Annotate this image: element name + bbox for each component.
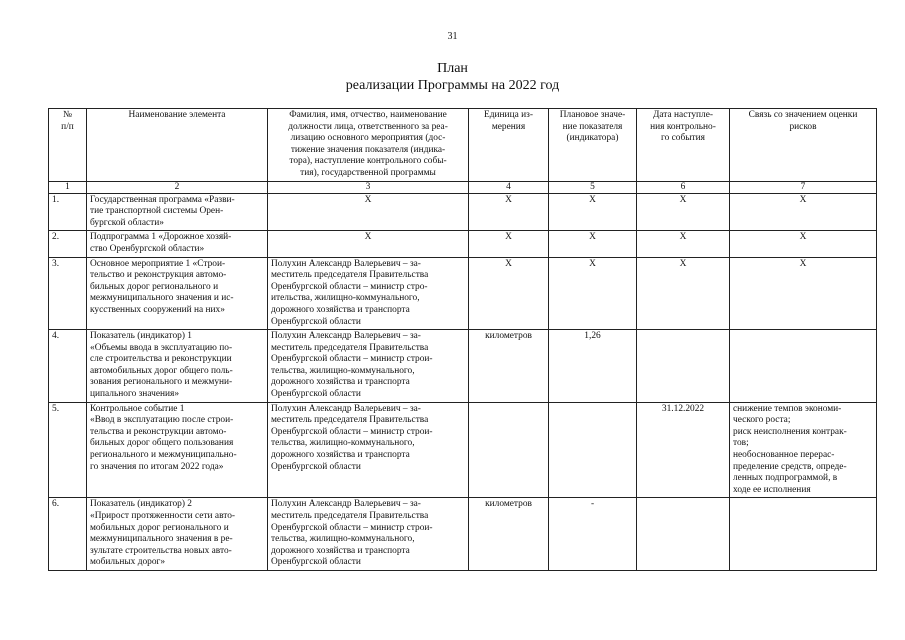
- unit: X: [469, 193, 549, 231]
- responsible-person: Полухин Александр Валерьевич – за- меститель председателя Правительства Оренбургской области – министр строи- тельства, жилищно-коммунального, дорожного хозяйства и транспорта Оренбургской области: [268, 498, 469, 571]
- responsible-person: Полухин Александр Валерьевич – за- меститель председателя Правительства Оренбургской области – министр строи- тельства, жилищно-коммунального, дорожного хозяйства и транспорта Оренбургской области: [268, 330, 469, 403]
- planned-value: -: [549, 498, 637, 571]
- unit: километров: [469, 498, 549, 571]
- row-number: 1.: [49, 193, 87, 231]
- element-name: Основное мероприятие 1 «Строи- тельство и реконструкция автомо- бильных дорог регионального и межмуниципального значения и ис- кусственных сооружений на них»: [87, 257, 268, 330]
- header-row: [49, 109, 877, 182]
- responsible-person: Полухин Александр Валерьевич – за- меститель председателя Правительства Оренбургской области – министр строи- тельства, жилищно-коммунального, дорожного хозяйства и транспорта Оренбургской области: [268, 402, 469, 498]
- header-col-number: № п/п: [49, 109, 87, 182]
- header-col-person: Фамилия, имя, отчество, наименование должности лица, ответственного за реа- лизацию основного мероприятия (дос- тижение значения показателя (индика- тора), наступление контрольного собы- тия), государственной программы: [268, 109, 469, 182]
- column-number: 7: [730, 181, 877, 193]
- risk-link: X: [730, 257, 877, 330]
- header-col-unit: Единица из- мерения: [469, 109, 549, 182]
- element-name: Подпрограмма 1 «Дорожное хозяй- ство Оренбургской области»: [87, 231, 268, 257]
- table-row: [49, 498, 877, 571]
- risk-link: [730, 498, 877, 571]
- column-number: 5: [549, 181, 637, 193]
- risk-link: X: [730, 193, 877, 231]
- responsible-person: X: [268, 231, 469, 257]
- element-name: Контрольное событие 1 «Ввод в эксплуатацию после строи- тельства и реконструкции автомо- бильных дорог общего пользования регионального и межмуниципально- го значения по итогам 2022 года»: [87, 402, 268, 498]
- table-row: [49, 231, 877, 257]
- column-number-row: [49, 181, 877, 193]
- row-number: 3.: [49, 257, 87, 330]
- title-line-1: План: [437, 61, 468, 76]
- row-number: 5.: [49, 402, 87, 498]
- event-date: 31.12.2022: [637, 402, 730, 498]
- planned-value: [549, 402, 637, 498]
- title-line-2: реализации Программы на 2022 год: [345, 78, 560, 93]
- planned-value: X: [549, 231, 637, 257]
- risk-link: X: [730, 231, 877, 257]
- element-name: Показатель (индикатор) 1 «Объемы ввода в эксплуатацию по- сле строительства и реконструкции автомобильных дорог общего поль- зования регионального и межмуни- ципального значения»: [87, 330, 268, 403]
- column-number: 2: [87, 181, 268, 193]
- unit: X: [469, 257, 549, 330]
- column-number: 1: [49, 181, 87, 193]
- header-col-plan: Плановое значе- ние показателя (индикатора): [549, 109, 637, 182]
- unit: километров: [469, 330, 549, 403]
- row-number: 4.: [49, 330, 87, 403]
- event-date: [637, 498, 730, 571]
- risk-link: [730, 330, 877, 403]
- page-number: 31: [447, 31, 458, 42]
- unit: X: [469, 231, 549, 257]
- row-number: 2.: [49, 231, 87, 257]
- element-name: Государственная программа «Разви- тие транспортной системы Орен- бургской области»: [87, 193, 268, 231]
- header-col-risk: Связь со значением оценки рисков: [730, 109, 877, 182]
- plan-table: [48, 108, 877, 571]
- responsible-person: X: [268, 193, 469, 231]
- event-date: X: [637, 257, 730, 330]
- table-row: [49, 402, 877, 498]
- event-date: X: [637, 231, 730, 257]
- planned-value: 1,26: [549, 330, 637, 403]
- responsible-person: Полухин Александр Валерьевич – за- меститель председателя Правительства Оренбургской области – министр стро- ительства, жилищно-коммунального, дорожного хозяйства и транспорта Оренбургской области: [268, 257, 469, 330]
- planned-value: X: [549, 257, 637, 330]
- event-date: [637, 330, 730, 403]
- event-date: X: [637, 193, 730, 231]
- table-row: [49, 193, 877, 231]
- risk-link: снижение темпов экономи- ческого роста; риск неисполнения контрак- тов; необоснованное перерас- пределение средств, опреде- ленных подпрограммой, в ходе ее исполнения: [730, 402, 877, 498]
- header-col-name: Наименование элемента: [87, 109, 268, 182]
- row-number: 6.: [49, 498, 87, 571]
- table-row: [49, 330, 877, 403]
- header-col-date: Дата наступле- ния контрольно- го события: [637, 109, 730, 182]
- column-number: 3: [268, 181, 469, 193]
- column-number: 4: [469, 181, 549, 193]
- planned-value: X: [549, 193, 637, 231]
- element-name: Показатель (индикатор) 2 «Прирост протяженности сети авто- мобильных дорог регионального и межмуниципального значения в ре- зультате строительства новых авто- мобильных дорог»: [87, 498, 268, 571]
- page-title: [0, 60, 905, 94]
- table-row: [49, 257, 877, 330]
- unit: [469, 402, 549, 498]
- column-number: 6: [637, 181, 730, 193]
